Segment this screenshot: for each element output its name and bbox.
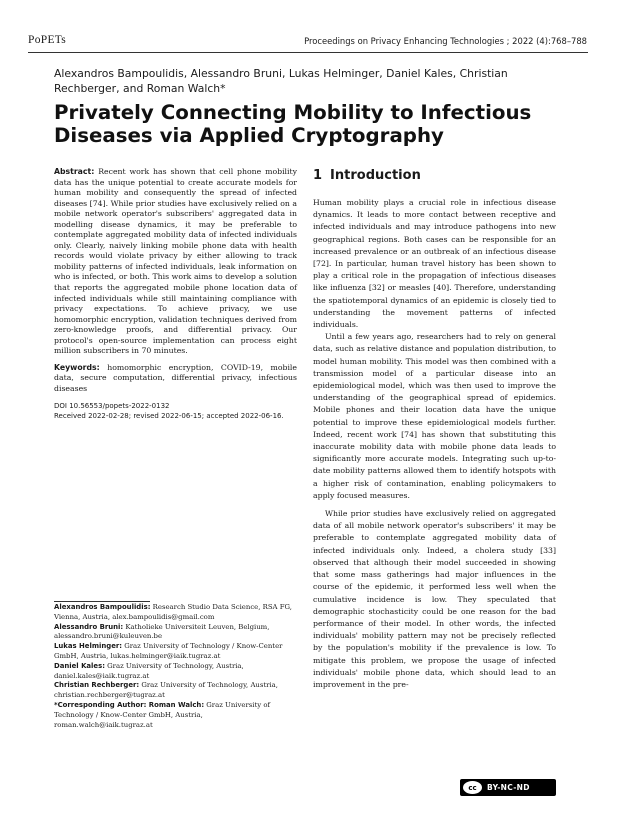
proceedings-citation: Proceedings on Privacy Enhancing Technologies ; 2022 (4):768–788	[304, 36, 587, 46]
affiliation	[54, 642, 297, 662]
affiliation-name: Alessandro Bruni:	[54, 622, 124, 631]
affiliation-text: Graz University of Technology / Know-Center GmbH, Austria, lukas.helminger@iaik.tugraz.at	[54, 642, 283, 660]
header-rule	[28, 52, 588, 53]
affiliation-text: Graz University of Technology, Austria, daniel.kales@iaik.tugraz.at	[54, 661, 244, 680]
left-column	[54, 167, 297, 421]
abstract-label: Abstract:	[54, 167, 95, 176]
affiliation-name: Alexandros Bampoulidis:	[54, 603, 151, 611]
abstract	[54, 167, 297, 357]
affiliation-name: *Corresponding Author: Roman Walch:	[54, 700, 205, 709]
affiliation-text: Research Studio Data Science, RSA FG, Vienna, Austria, alex.bampoulidis@gmail.com	[54, 603, 292, 621]
body-paragraph: Human mobility plays a crucial role in infectious disease dynamics. It leads to more contact between receptive and infected individuals and may introduce pathogens into new geographical regions. Both cases can be responsible for an increased prevalence or an outbreak of an infectious disease [72]. In particular, human travel history has been shown to play a critical role in the propagation of infectious diseases like influenza [32] or measles [40]. Therefore, understanding the spatiotemporal dynamics of an epidemic is closely tied to understanding the movement patterns of infected individuals.	[313, 198, 556, 330]
affiliation	[54, 603, 297, 623]
affiliation-name: Christian Rechberger:	[54, 681, 140, 690]
affiliation	[54, 701, 297, 730]
doi: DOI 10.56553/popets-2022-0132	[54, 402, 170, 411]
journal-name: PoPETs	[28, 34, 67, 46]
license-label: BY-NC-ND	[487, 783, 530, 792]
keywords-text: homomorphic encryption, COVID-19, mobile data, secure computation, differential privacy, infectious diseases	[54, 362, 298, 393]
affiliations-footnote	[54, 601, 297, 730]
section-title: Introduction	[330, 168, 421, 183]
footnote-rule	[54, 601, 150, 602]
section-number: 1	[313, 168, 323, 183]
affiliation-text: Graz University of Technology / Know-Center GmbH, Austria, roman.walch@iaik.tugraz.at	[54, 700, 271, 729]
affiliation	[54, 681, 297, 701]
affiliation-text: Graz University of Technology, Austria, christian.rechberger@tugraz.at	[54, 681, 278, 700]
section-heading	[313, 167, 556, 185]
affiliation-name: Lukas Helminger:	[54, 642, 123, 651]
creative-commons-icon: cc	[463, 781, 482, 794]
cc-license-badge[interactable]	[460, 779, 556, 796]
affiliation	[54, 662, 297, 682]
keywords	[54, 363, 297, 395]
received-dates: Received 2022-02-28; revised 2022-06-15; accepted 2022-06-16.	[54, 412, 284, 421]
keywords-label: Keywords:	[54, 362, 100, 372]
abstract-text: Recent work has shown that cell phone mobility data has the unique potential to create accurate models for human mobility and consequently the spread of infected diseases [74]. While prior studies have exclusively relied on a mobile network operator's subscribers' aggregated data in modelling disease dynamics, it may be preferable to contemplate aggregated mobility data of infected individuals only. Clearly, naively linking mobile phone data with health records would violate privacy by either allowing to track mobility patterns of infected individuals, leak information on who is infected, or both. This work aims to develop a solution that reports the aggregated mobile phone location data of infected individuals while still maintaining compliance with privacy expectations. To achieve privacy, we use homomorphic encryption, validation techniques derived from zero-knowledge proofs, and differential privacy. Our protocol's open-source implementation can process eight million subscribers in 70 minutes.	[54, 167, 297, 356]
author-list: Alexandros Bampoulidis, Alessandro Bruni, Lukas Helminger, Daniel Kales, Christian Rechberger, and Roman Walch*	[54, 67, 508, 95]
affiliation	[54, 623, 297, 643]
affiliation-text: Katholieke Universiteit Leuven, Belgium, alessandro.bruni@kuleuven.be	[54, 622, 270, 641]
body-paragraph: Until a few years ago, researchers had to rely on general data, such as relative distance and population distribution, to model human mobility. This model was then combined with a transmission model of a particular disease into an epidemiological model, which was then used to improve the understanding of the geographical spread of epidemics. Mobile phones and their location data have the unique potential to improve these epidemiological models further. Indeed, recent work [74] has shown that substituting this inaccurate mobility data with mobile phone data leads to significantly more accurate models. Integrating such up-to-date mobility patterns allowed them to identify hotspots with a higher risk of contamination, enabling policymakers to apply focused measures.	[313, 332, 556, 500]
paper-title: Privately Connecting Mobility to Infectious Diseases via Applied Cryptography	[54, 101, 532, 147]
right-column	[313, 167, 556, 691]
affiliation-name: Daniel Kales:	[54, 661, 105, 670]
body-paragraph: While prior studies have exclusively relied on aggregated data of all mobile network operator's subscribers' it may be preferable to contemplate aggregated mobility data of infected individuals only. Indeed, a cholera study [33] observed that although their model succeeded in showing that some mass gatherings had major influences in the course of the epidemic, it performed less well when the cumulative incidence is low. They speculated that demographic stochasticity could be one reason for the bad performance of their model. In other words, the infected individuals' mobility pattern may not be precisely reflected by the population's mobility if the prevalence is low. To mitigate this problem, we propose the usage of infected individuals' mobile phone data, which should lead to an improvement in the pre-	[313, 509, 556, 689]
